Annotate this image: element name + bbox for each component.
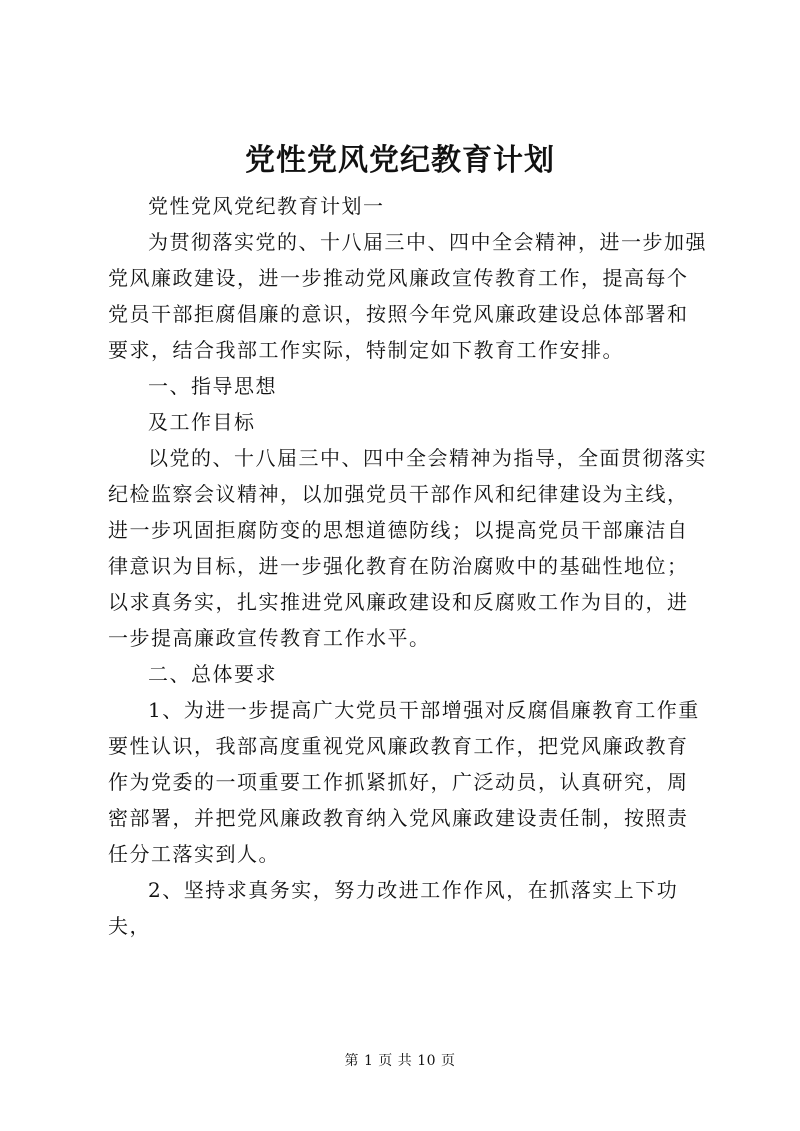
section-heading-1-cont: 及工作目标 (148, 410, 256, 434)
paragraph-requirement-1: 1、为进一步提高广大党员干部增强对反腐倡廉教育工作重要性认识，我部高度重视党风廉政教育工作，把党风廉政教育作为党委的一项重要工作抓紧抓好，广泛动员，认真研究，周密部署，并把党风廉政教育纳入党风廉政建设责任制，按照责任分工落实到人。 (108, 698, 700, 866)
section-heading-2: 二、总体要求 (148, 662, 277, 686)
document-body (108, 188, 708, 944)
paragraph-requirement-2: 2、坚持求真务实，努力改进工作作风，在抓落实上下功夫， (108, 878, 679, 938)
page-footer: 第 1 页 共 10 页 (344, 1053, 456, 1069)
section-heading-1: 一、指导思想 (148, 374, 277, 398)
document-title: 党性党风党纪教育计划 (245, 143, 555, 178)
paragraph-guiding-thought: 以党的、十八届三中、四中全会精神为指导，全面贯彻落实纪检监察会议精神，以加强党员干部作风和纪律建设为主线，进一步巩固拒腐防变的思想道德防线；以提高党员干部廉洁自律意识为目标，进一步强化教育在防治腐败中的基础性地位；以求真务实，扎实推进党风廉政建设和反腐败工作为目的，进一步提高廉政宣传教育工作水平。 (108, 446, 707, 650)
paragraph-intro: 为贯彻落实党的、十八届三中、四中全会精神，进一步加强党风廉政建设，进一步推动党风廉政宣传教育工作，提高每个党员干部拒腐倡廉的意识，按照今年党风廉政建设总体部署和要求，结合我部工作实际，特制定如下教育工作安排。 (108, 230, 707, 362)
paragraph-subtitle: 党性党风党纪教育计划一 (148, 194, 385, 218)
